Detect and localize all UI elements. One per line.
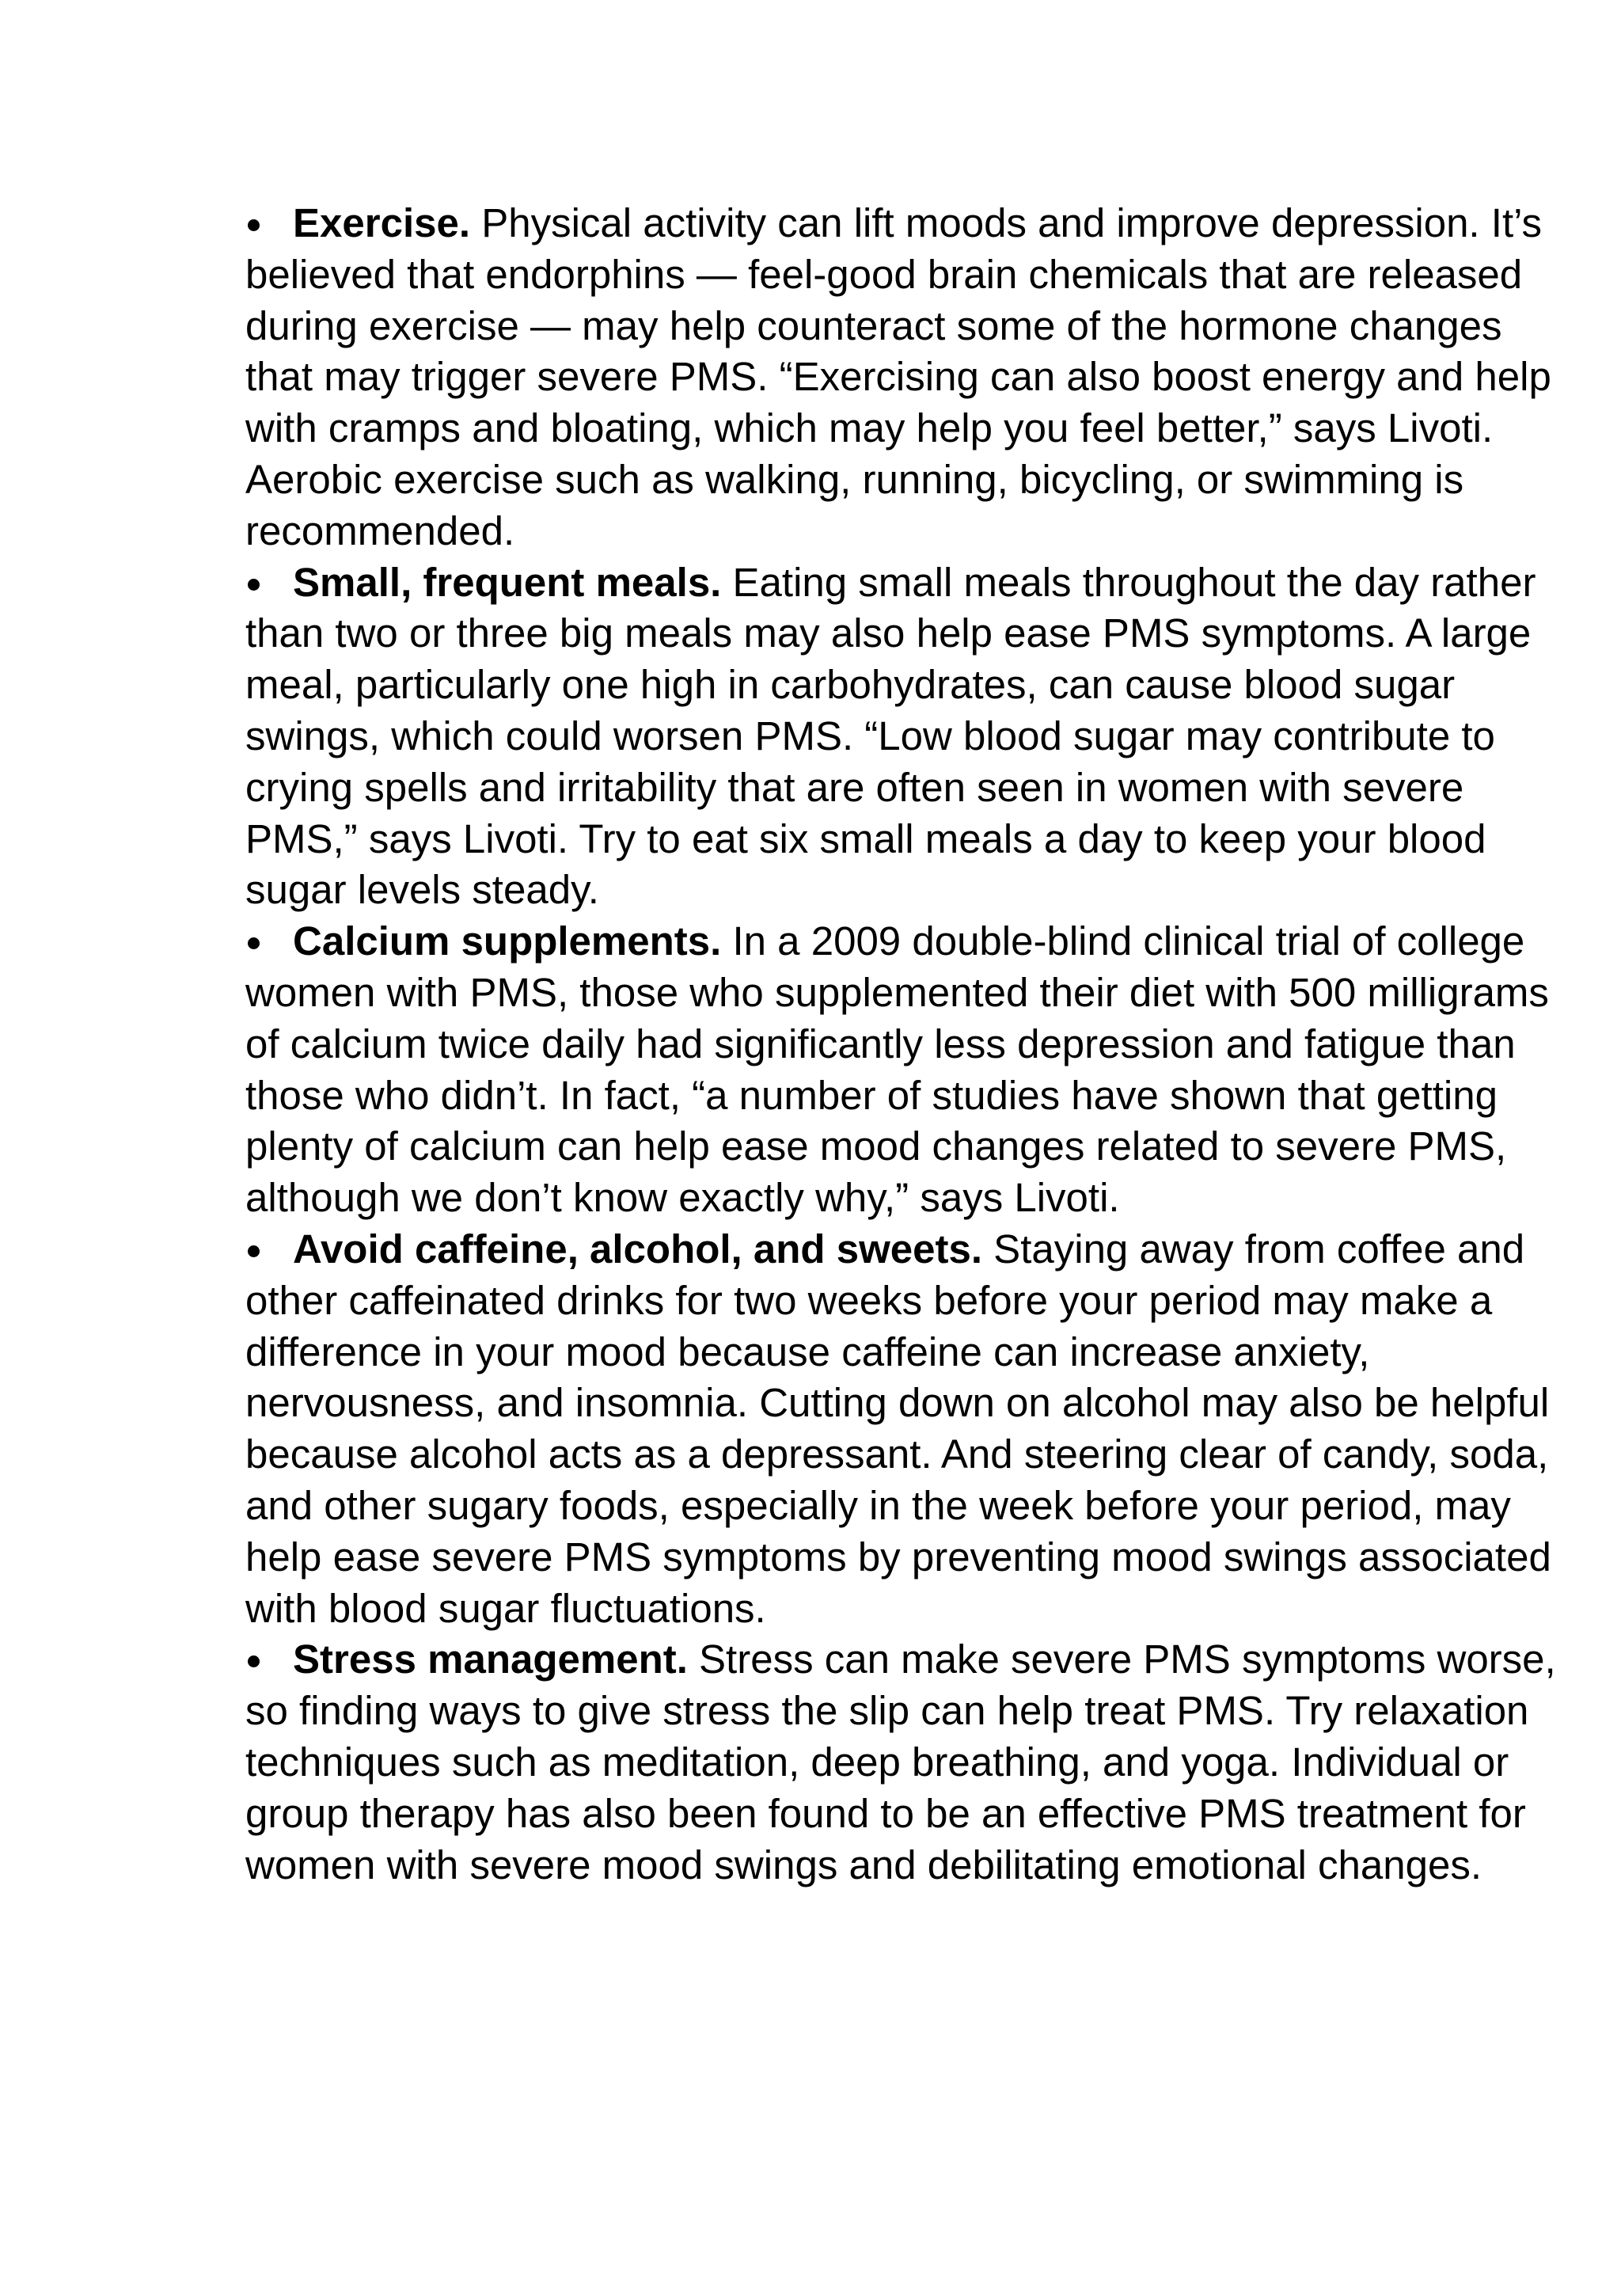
- list-item-text: [245, 1224, 1575, 1634]
- list-item-title: Small, frequent meals.: [293, 559, 722, 605]
- list-item-text: [245, 198, 1575, 557]
- list-item-body: Staying away from coffee and other caffeinated drinks for two weeks before your period may make a difference in your mood because caffeine can increase anxiety, nervousness, and insomnia. Cutting down on alcohol may also be helpful because alcohol acts as a depressant. And steering clear of candy, soda, and other sugary foods, especially in the week before your period, may help ease severe PMS symptoms by preventing mood swings associated with blood sugar fluctuations.: [245, 1226, 1551, 1631]
- list-item-body: In a 2009 double-blind clinical trial of college women with PMS, those who supplemented their diet with 500 milligrams of calcium twice daily had significantly less depression and fatigue than those who didn’t. In fact, “a number of studies have shown that getting plenty of calcium can help ease mood changes related to severe PMS, although we don’t know exactly why,” says Livoti.: [245, 918, 1549, 1221]
- list-item-text: [245, 916, 1575, 1224]
- list-item-calcium-supplements: [245, 916, 1575, 1224]
- document-content: [245, 198, 1575, 1891]
- list-item-avoid-caffeine: [245, 1224, 1575, 1634]
- bullet-icon: [248, 219, 260, 231]
- list-item-text: [245, 1634, 1575, 1891]
- list-item-title: Calcium supplements.: [293, 918, 722, 964]
- bullet-icon: [248, 579, 260, 591]
- list-item-stress-management: [245, 1634, 1575, 1891]
- list-item-body: Eating small meals throughout the day rather than two or three big meals may also help ease PMS symptoms. A large meal, particularly one high in carbohydrates, can cause blood sugar swings, which could worsen PMS. “Low blood sugar may contribute to crying spells and irritability that are often seen in women with severe PMS,” says Livoti. Try to eat six small meals a day to keep your blood sugar levels steady.: [245, 559, 1536, 913]
- list-item-small-frequent-meals: [245, 557, 1575, 917]
- list-item-title: Exercise.: [293, 200, 471, 245]
- list-item-body: Stress can make severe PMS symptoms worse, so finding ways to give stress the slip can help treat PMS. Try relaxation techniques such as meditation, deep breathing, and yoga. Individual or group therapy has also been found to be an effective PMS treatment for women with severe mood swings and debilitating emotional changes.: [245, 1636, 1556, 1887]
- list-item-text: [245, 557, 1575, 917]
- bullet-list: [245, 198, 1575, 1891]
- list-item-body: Physical activity can lift moods and improve depression. It’s believed that endorphins — feel-good brain chemicals that are released during exercise — may help counteract some of the hormone changes that may trigger severe PMS. “Exercising can also boost energy and help with cramps and bloating, which may help you feel better,” says Livoti. Aerobic exercise such as walking, running, bicycling, or swimming is recommended.: [245, 200, 1551, 553]
- bullet-icon: [248, 1245, 260, 1257]
- list-item-exercise: [245, 198, 1575, 557]
- list-item-title: Stress management.: [293, 1636, 688, 1682]
- list-item-title: Avoid caffeine, alcohol, and sweets.: [293, 1226, 983, 1272]
